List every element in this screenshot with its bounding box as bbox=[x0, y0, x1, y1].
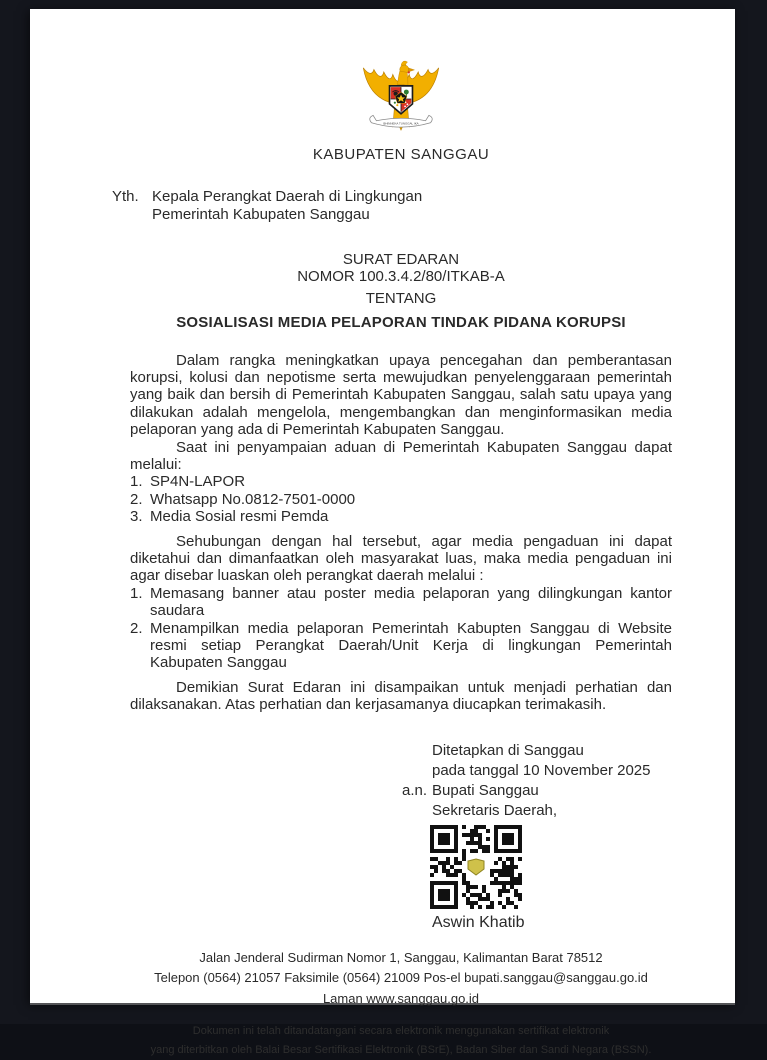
signature-block bbox=[402, 741, 672, 821]
paragraph-1: Dalam rangka meningkatkan upaya pencegahan dan pemberantasan korupsi, kolusi dan nepotisme serta mewujudkan penyelenggaraan pemerintah yang baik dan bersih di Pemerintah Kabupaten Sanggau, salah satu upaya yang dilakukan adalah mengelola, mengembangkan dan menginformasikan media pelaporan yang ada di Pemerintah Kabupaten Sanggau. bbox=[130, 351, 672, 439]
list-text: Media Sosial resmi Pemda bbox=[150, 508, 329, 526]
office-footer bbox=[130, 948, 672, 1010]
list-number: 1. bbox=[130, 584, 143, 602]
recipient-block bbox=[112, 188, 672, 223]
list-item bbox=[130, 473, 672, 490]
list-number: 1. bbox=[130, 473, 143, 491]
signature-date: pada tanggal 10 November 2025 bbox=[432, 761, 651, 779]
recipient-line1: Kepala Perangkat Daerah di Lingkungan bbox=[152, 188, 423, 205]
document-page bbox=[30, 9, 735, 1057]
qr-center-emblem bbox=[468, 859, 484, 875]
emblem-container bbox=[130, 9, 672, 138]
signature-place: Ditetapkan di Sanggau bbox=[432, 741, 584, 759]
disclaimer-line1: Dokumen ini telah ditandatangani secara elektronik menggunakan sertifikat elektronik bbox=[192, 1025, 610, 1038]
doc-type-heading: SURAT EDARAN bbox=[342, 251, 460, 268]
office-address: Jalan Jenderal Sudirman Nomor 1, Sanggau, Kalimantan Barat 78512 bbox=[199, 949, 603, 965]
office-website: Laman www.sanggau.go.id bbox=[322, 990, 480, 1006]
dissemination-list bbox=[130, 585, 672, 672]
list-text: SP4N-LAPOR bbox=[150, 473, 246, 491]
disclaimer-line2: yang diterbitkan oleh Balai Besar Sertifikasi Elektronik (BSrE), Badan Siber dan Sandi Negara (BSSN). bbox=[150, 1044, 652, 1057]
signature-position: Sekretaris Daerah, bbox=[432, 801, 558, 819]
behalf-text: Bupati Sanggau bbox=[432, 781, 539, 799]
closing-paragraph: Demikian Surat Edaran ini disampaikan untuk menjadi perhatian dan dilaksanakan. Atas perhatian dan kerjasamanya diucapkan terimakasih. bbox=[130, 678, 672, 714]
recipient-line2: Pemerintah Kabupaten Sanggau bbox=[152, 205, 370, 223]
list-item bbox=[130, 585, 672, 620]
list-text: Memasang banner atau poster media pelaporan yang dilingkungan kantor saudara bbox=[150, 584, 672, 620]
garuda-pancasila-emblem bbox=[360, 58, 442, 140]
list-text: Menampilkan media pelaporan Pemerintah Kabupten Sanggau di Website resmi setiap Perangkat Daerah/Unit Kerja di lingkungan Pemerintah Kabupaten Sanggau bbox=[150, 619, 672, 672]
list-item bbox=[130, 620, 672, 672]
signature-on-behalf bbox=[402, 781, 672, 801]
motto-text: BHINNEKA TUNGGAL IKA bbox=[383, 121, 419, 126]
signatory-name: Aswin Khatib bbox=[432, 913, 525, 931]
list-item bbox=[130, 491, 672, 508]
document-content bbox=[112, 9, 672, 1060]
pancasila-shield bbox=[390, 86, 413, 114]
recipient-salutation: Yth. bbox=[112, 188, 139, 205]
list-number: 2. bbox=[130, 619, 143, 637]
letter-heading-block bbox=[130, 252, 672, 331]
list-item bbox=[130, 508, 672, 525]
channel-list bbox=[130, 473, 672, 525]
list-number: 3. bbox=[130, 508, 143, 526]
region-title: KABUPATEN SANGGAU bbox=[312, 146, 490, 163]
doc-number: NOMOR 100.3.4.2/80/ITKAB-A bbox=[297, 267, 505, 285]
list-text: Whatsapp No.0812-7501-0000 bbox=[150, 490, 356, 508]
letter-body bbox=[130, 352, 672, 714]
paragraph-2-intro: Saat ini penyampaian aduan di Pemerintah Kabupaten Sanggau dapat melalui: bbox=[130, 438, 672, 473]
electronic-signature-qr-code bbox=[430, 825, 522, 909]
an-label: a.n. bbox=[402, 781, 428, 799]
office-contact: Telepon (0564) 21057 Faksimile (0564) 21009 Pos-el bupati.sanggau@sanggau.go.id bbox=[154, 970, 648, 986]
about-label: TENTANG bbox=[365, 290, 437, 307]
letter-subject: SOSIALISASI MEDIA PELAPORAN TINDAK PIDANA KORUPSI bbox=[176, 313, 626, 331]
electronic-signature-disclaimer bbox=[130, 1022, 672, 1060]
list-number: 2. bbox=[130, 490, 143, 508]
paragraph-3: Sehubungan dengan hal tersebut, agar media pengaduan ini dapat diketahui dan dimanfaatkan oleh masyarakat luas, maka media pengaduan ini agar disebar luaskan oleh perangkat daerah melalui : bbox=[130, 532, 672, 585]
